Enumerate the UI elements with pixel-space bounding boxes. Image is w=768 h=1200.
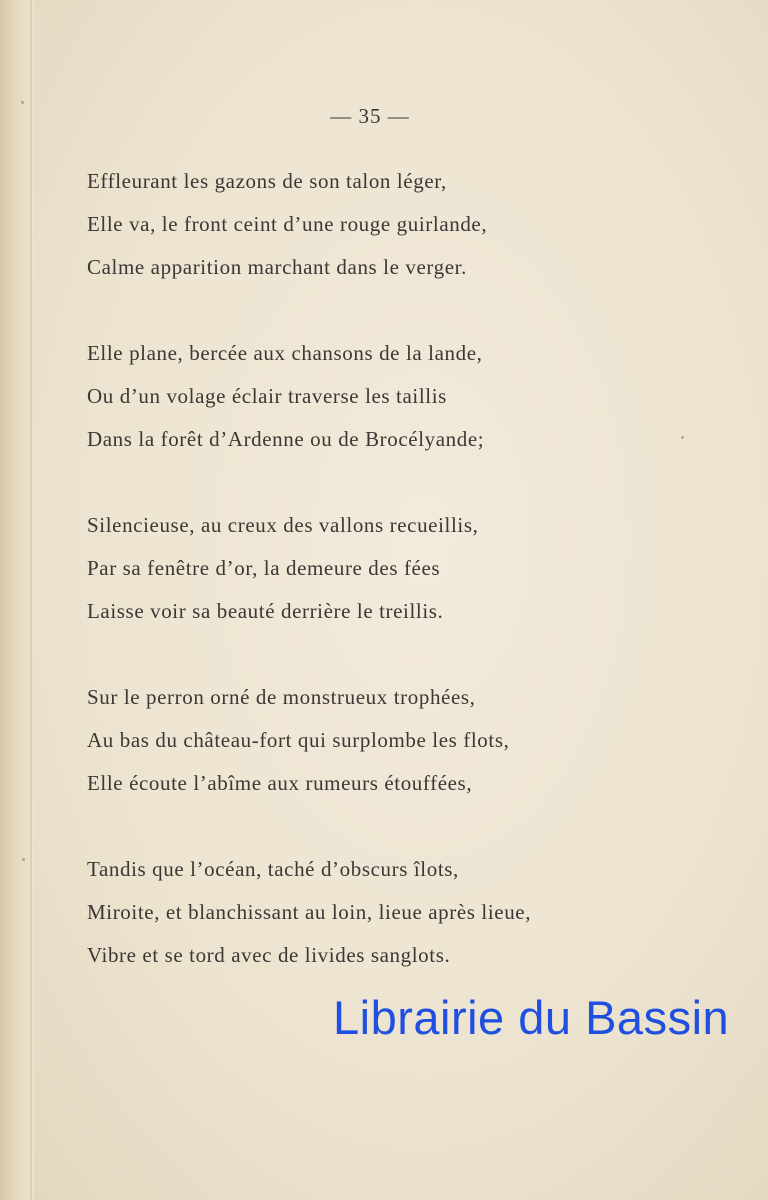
verse-line: Silencieuse, au creux des vallons recueillis, (87, 513, 479, 537)
verse-line: Calme apparition marchant dans le verger. (87, 255, 467, 279)
verse-line: Tandis que l’océan, taché d’obscurs îlots, (87, 857, 459, 881)
verse-line: Elle va, le front ceint d’une rouge guirlande, (87, 212, 488, 236)
verse-line: Dans la forêt d’Ardenne ou de Brocélyande; (87, 427, 485, 451)
verse-line: Effleurant les gazons de son talon léger, (87, 169, 447, 193)
poem-text (87, 160, 707, 1020)
stanza-5 (87, 848, 707, 977)
verse-line: Au bas du château-fort qui surplombe les flots, (87, 728, 510, 752)
verse-line: Elle plane, bercée aux chansons de la lande, (87, 341, 483, 365)
stanza-1 (87, 160, 707, 289)
paper-speck (681, 436, 684, 439)
stanza-2 (87, 332, 707, 461)
verse-line: Sur le perron orné de monstrueux trophées, (87, 685, 476, 709)
verse-line: Vibre et se tord avec de livides sanglots. (87, 943, 451, 967)
page-gutter (0, 0, 34, 1200)
verse-line: Elle écoute l’abîme aux rumeurs étouffées, (87, 771, 473, 795)
gutter-fold (30, 0, 32, 1200)
stanza-4 (87, 676, 707, 805)
watermark-text: Librairie du Bassin (333, 991, 730, 1044)
verse-line: Ou d’un volage éclair traverse les taillis (87, 384, 447, 408)
stanza-3 (87, 504, 707, 633)
page-number: — 35 — (330, 104, 410, 128)
paper-speck (21, 101, 24, 104)
paper-speck (22, 858, 25, 861)
verse-line: Miroite, et blanchissant au loin, lieue après lieue, (87, 900, 532, 924)
verse-line: Laisse voir sa beauté derrière le treillis. (87, 599, 444, 623)
verse-line: Par sa fenêtre d’or, la demeure des fées (87, 556, 441, 580)
